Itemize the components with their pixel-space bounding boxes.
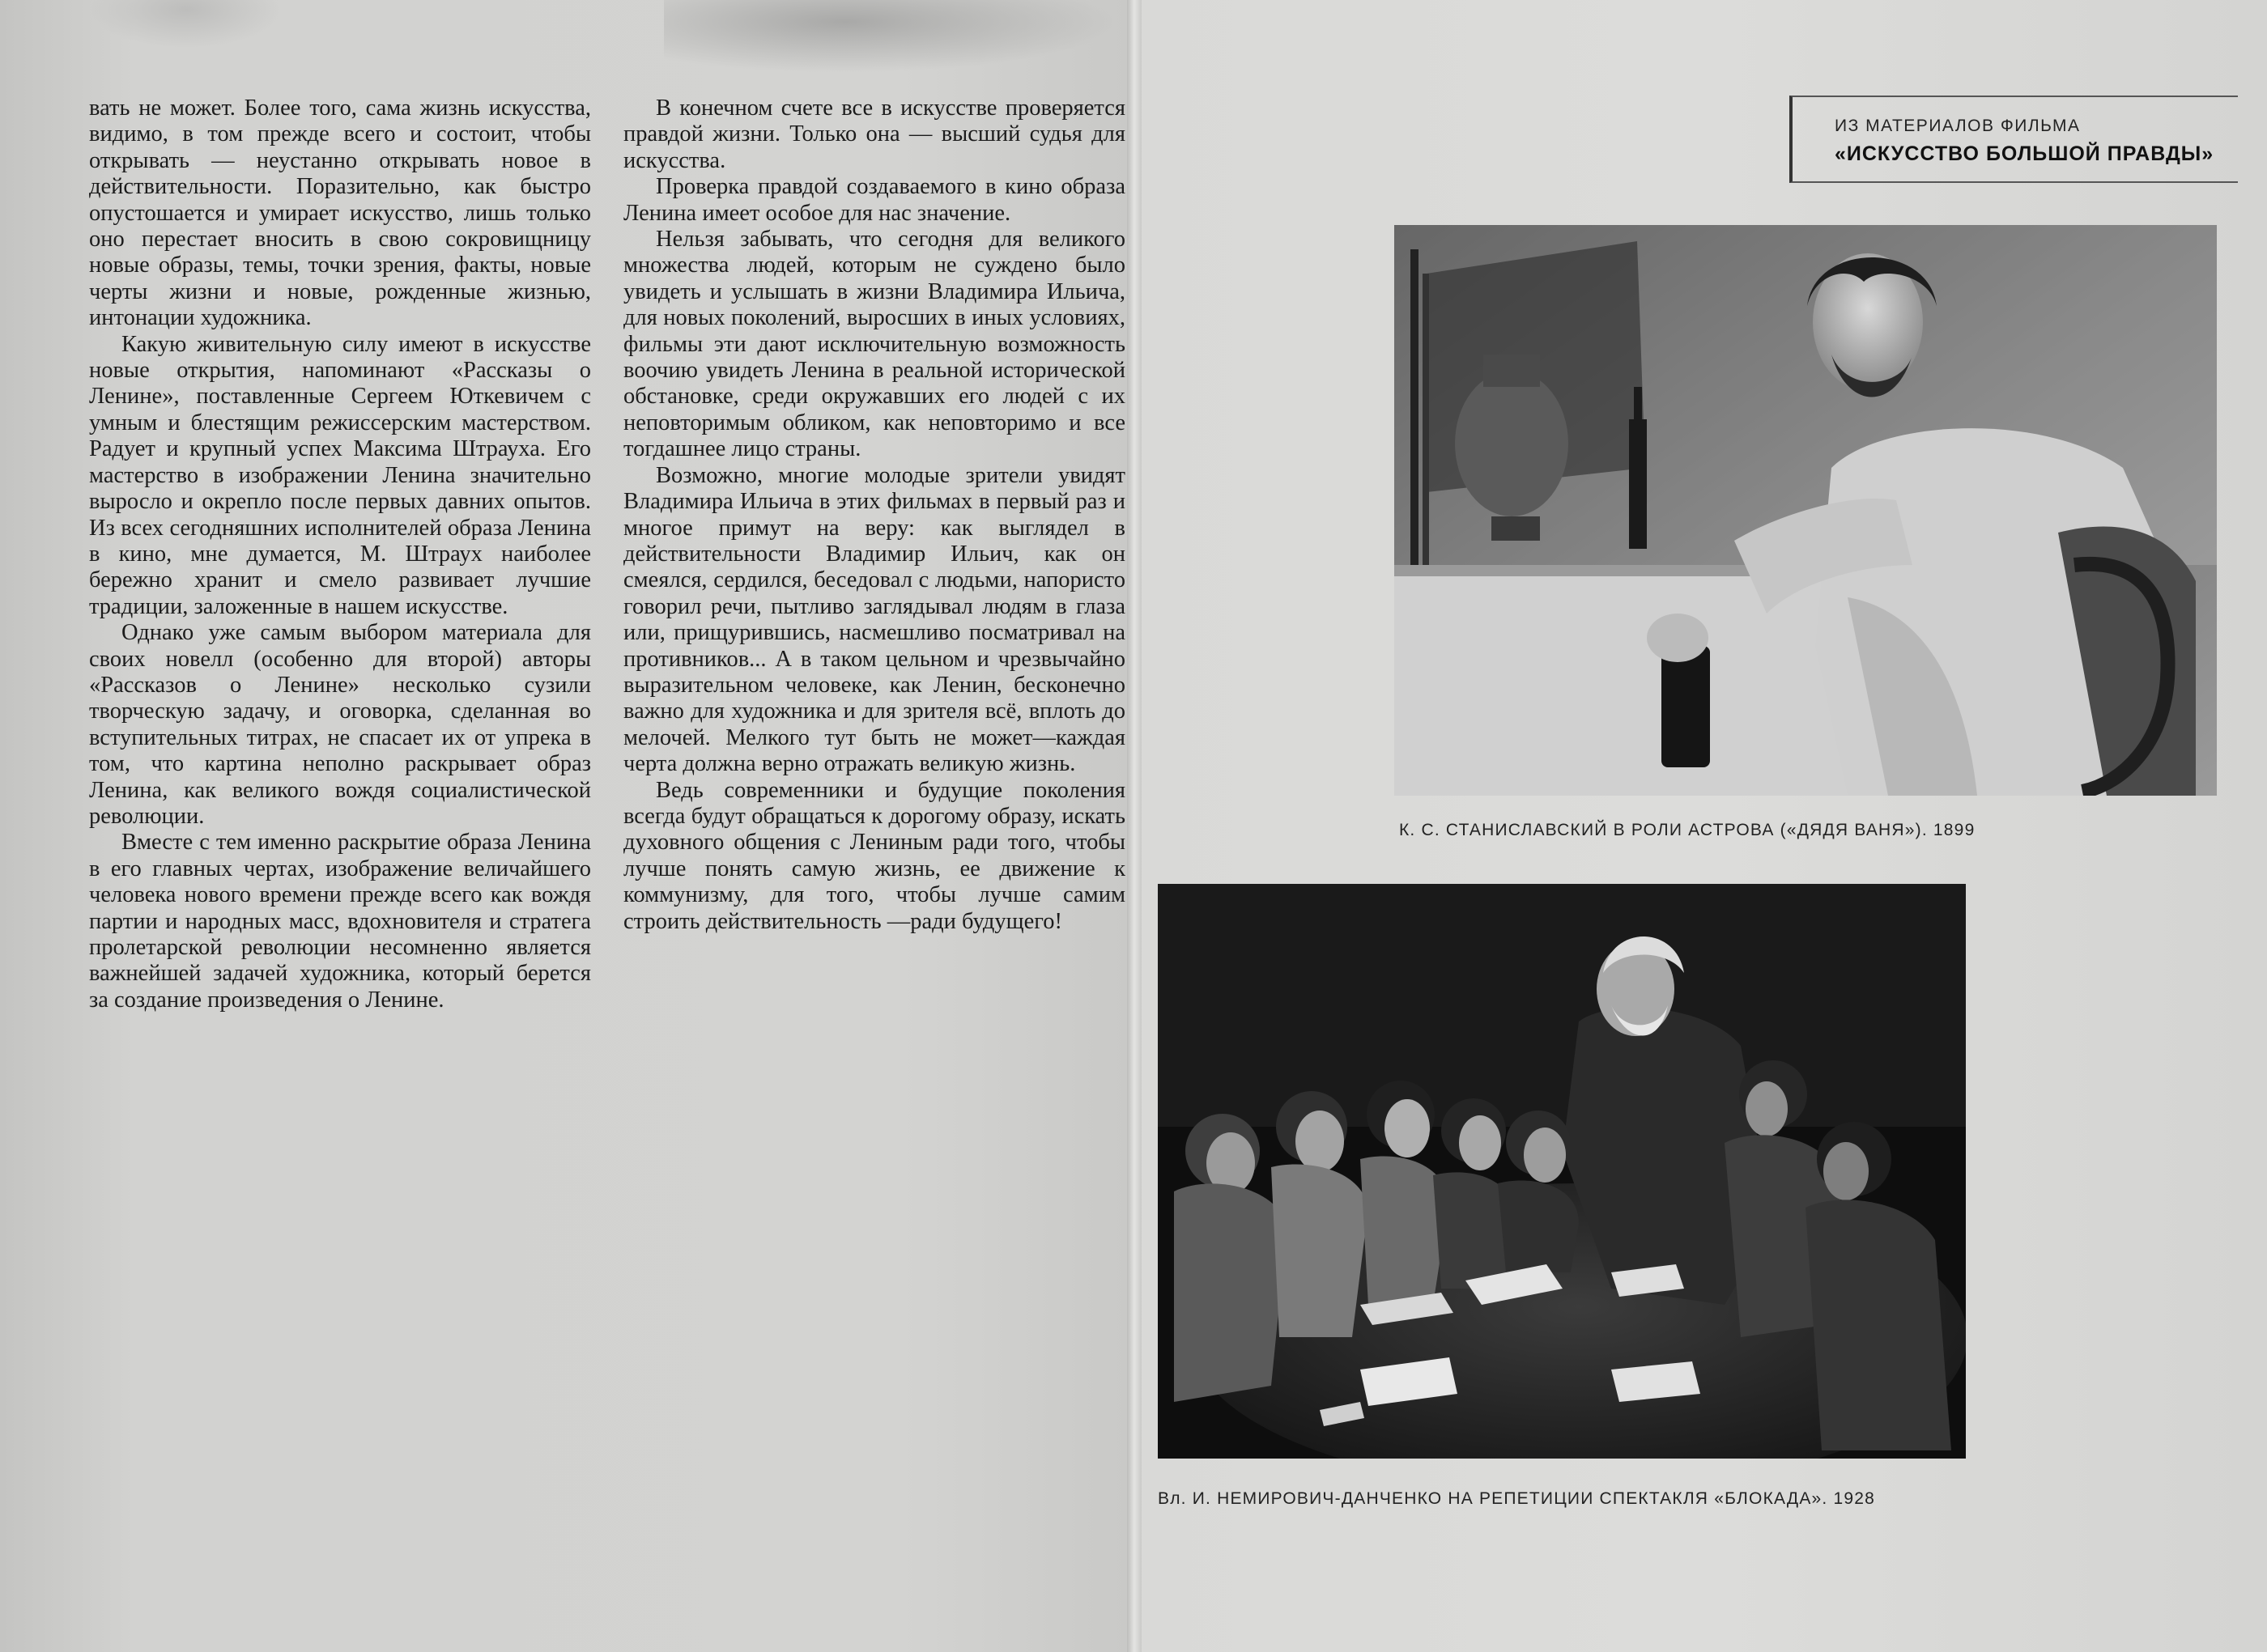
text-column-2 [623, 96, 1125, 935]
paragraph: Нельзя забывать, что сегодня для великого множества людей, которым не суждено было увидеть и услышать в жизни Владимира Ильича, для новых поколений, выросших в иных условиях, фильмы эти дают исключительную возможность воочию увидеть Ленина в реальной исторической обстановке, среди окружавших его людей с их неповторимым обликом, как неповторимо и все тогдашнее лицо страны. [623, 227, 1125, 462]
photo-nemirovich-danchenko [1158, 884, 1966, 1459]
paragraph: Какую живительную силу имеют в искусстве новые открытия, напоминают «Рассказы о Ленине», поставленные Сергеем Юткевичем с умным и блестящим режиссерским мастерством. Радует и крупный успех Максима Штрауха. Его мастерство в изображении Ленина значительно выросло и окрепло после первых давних опытов. Из всех сегодняшних исполнителей образа Ленина в кино, мне думается, М. Штраух наиболее бережно хранит и смело развивает лучшие традиции, заложенные в нашем искусстве. [89, 331, 591, 619]
paragraph: Однако уже самым выбором материала для своих новелл (особенно для второй) авторы «Рассказов о Ленине» несколько сузили творческую задачу, и оговорка, сделанная во вступительных титрах, не спасает их от упрека в том, что картина неполно раскрывает образ Ленина, как великого вождя социалистической революции. [89, 620, 591, 829]
page-stain [89, 0, 283, 49]
paragraph: вать не может. Более того, сама жизнь искусства, видимо, в том прежде всего и состоит, чтобы открывать — неустанно открывать новое в действительности. Поразительно, как быстро опустошается и умирает искусство, лишь только оно перестает вносить в свою сокровищницу новые образы, темы, точки зрения, факты, новые черты жизни и новые, рожденные жизнью, интонации художника. [89, 96, 591, 331]
section-header-kicker: ИЗ МАТЕРИАЛОВ ФИЛЬМА [1835, 117, 2081, 135]
page-stain [664, 0, 1117, 73]
paragraph: Проверка правдой создаваемого в кино образа Ленина имеет особое для нас значение. [623, 174, 1125, 226]
paragraph: Возможно, многие молодые зрители увидят Владимира Ильича в этих фильмах в первый раз и многое примут на веру: как выглядел в действительности Владимир Ильич, как он смеялся, сердился, беседовал с людьми, напористо говорил речи, пытливо заглядывал людям в глаза или, прищурившись, насмешливо посматривал на противников... А в таком цельном и чрезвычайно выразительном человеке, как Ленин, бесконечно важно для художника и для зрителя всё, вплоть до мелочей. Мелкого тут быть не может—каждая черта должна верно отражать великую жизнь. [623, 462, 1125, 777]
text-column-1 [89, 96, 591, 1013]
paragraph: Вместе с тем именно раскрытие образа Ленина в его главных чертах, изображение величайшего человека нового времени прежде всего как вождя партии и народных масс, вдохновителя и стратега пролетарской революции несомненно является важнейшей задачей художника, который берется за создание произведения о Ленине. [89, 830, 591, 1013]
photo-caption: Вл. И. НЕМИРОВИЧ-ДАНЧЕНКО НА РЕПЕТИЦИИ СПЕКТАКЛЯ «БЛОКАДА». 1928 [1158, 1489, 1876, 1508]
paragraph: Ведь современники и будущие поколения всегда будут обращаться к дорогому образу, искать духовного общения с Лениным ради того, чтобы лучше понять самую жизнь, ее движение к коммунизму, для того, чтобы лучше самим строить действительность —ради будущего! [623, 777, 1125, 934]
photo-caption: К. С. СТАНИСЛАВСКИЙ В РОЛИ АСТРОВА («ДЯДЯ ВАНЯ»). 1899 [1399, 821, 1976, 839]
section-header-box [1789, 96, 2238, 183]
section-header-title: «ИСКУССТВО БОЛЬШОЙ ПРАВДЫ» [1835, 142, 2214, 165]
page-gutter [1127, 0, 1142, 1652]
paragraph: В конечном счете все в искусстве проверяется правдой жизни. Только она — высший судья для искусства. [623, 96, 1125, 173]
photo-stanislavsky [1394, 225, 2217, 796]
